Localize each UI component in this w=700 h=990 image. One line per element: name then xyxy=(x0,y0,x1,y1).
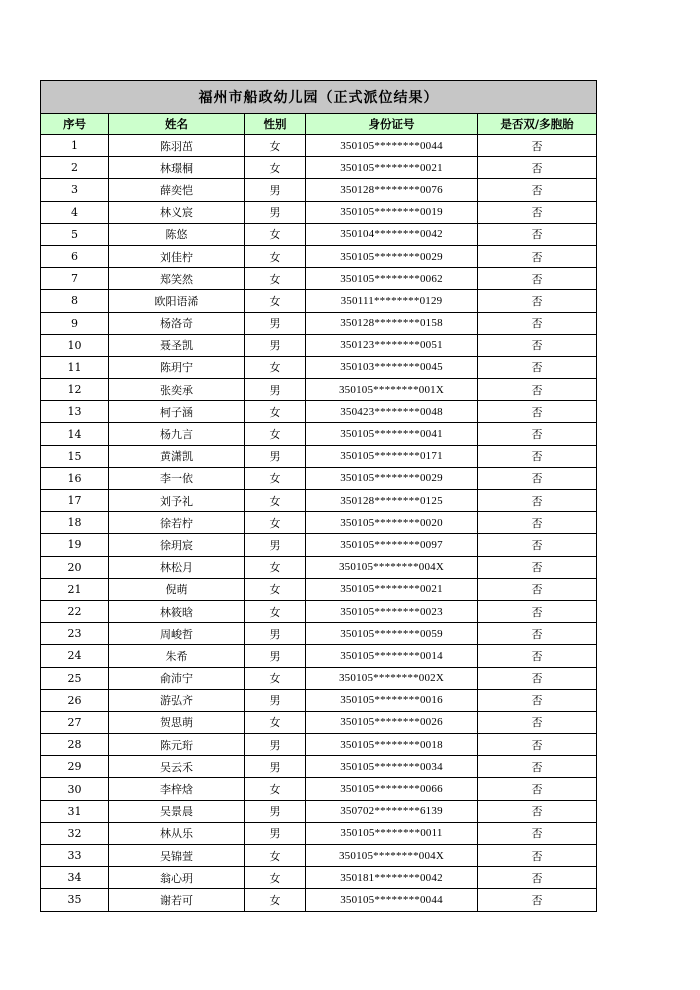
cell-name: 林从乐 xyxy=(109,822,245,844)
cell-name: 李一依 xyxy=(109,467,245,489)
cell-id-number: 350105********0041 xyxy=(306,423,478,445)
cell-gender: 女 xyxy=(245,423,306,445)
cell-twins: 否 xyxy=(478,667,597,689)
cell-gender: 女 xyxy=(245,157,306,179)
table-row xyxy=(41,623,597,645)
cell-id-number: 350103********0045 xyxy=(306,356,478,378)
cell-gender: 男 xyxy=(245,379,306,401)
cell-twins: 否 xyxy=(478,223,597,245)
cell-serial-number: 2 xyxy=(41,157,109,179)
cell-gender: 女 xyxy=(245,512,306,534)
cell-twins: 否 xyxy=(478,512,597,534)
cell-serial-number: 11 xyxy=(41,356,109,378)
cell-name: 倪萌 xyxy=(109,578,245,600)
cell-id-number: 350128********0158 xyxy=(306,312,478,334)
cell-serial-number: 30 xyxy=(41,778,109,800)
cell-name: 聂圣凯 xyxy=(109,334,245,356)
cell-gender: 女 xyxy=(245,490,306,512)
cell-twins: 否 xyxy=(478,179,597,201)
cell-gender: 男 xyxy=(245,623,306,645)
table-row xyxy=(41,845,597,867)
cell-serial-number: 4 xyxy=(41,201,109,223)
cell-id-number: 350105********0062 xyxy=(306,268,478,290)
cell-gender: 女 xyxy=(245,845,306,867)
table-row xyxy=(41,645,597,667)
cell-gender: 女 xyxy=(245,268,306,290)
table-row xyxy=(41,445,597,467)
cell-name: 林松月 xyxy=(109,556,245,578)
cell-gender: 女 xyxy=(245,135,306,157)
cell-twins: 否 xyxy=(478,245,597,267)
cell-name: 徐若柠 xyxy=(109,512,245,534)
cell-gender: 女 xyxy=(245,223,306,245)
cell-gender: 男 xyxy=(245,645,306,667)
cell-id-number: 350702********6139 xyxy=(306,800,478,822)
cell-name: 贺思萌 xyxy=(109,711,245,733)
cell-serial-number: 3 xyxy=(41,179,109,201)
cell-gender: 男 xyxy=(245,334,306,356)
cell-name: 欧阳语浠 xyxy=(109,290,245,312)
cell-serial-number: 9 xyxy=(41,312,109,334)
cell-gender: 男 xyxy=(245,800,306,822)
cell-gender: 女 xyxy=(245,778,306,800)
cell-id-number: 350128********0125 xyxy=(306,490,478,512)
table-row xyxy=(41,334,597,356)
cell-id-number: 350105********004X xyxy=(306,556,478,578)
cell-id-number: 350123********0051 xyxy=(306,334,478,356)
cell-serial-number: 24 xyxy=(41,645,109,667)
cell-id-number: 350105********0044 xyxy=(306,135,478,157)
cell-gender: 男 xyxy=(245,179,306,201)
table-row xyxy=(41,356,597,378)
cell-name: 李梓焓 xyxy=(109,778,245,800)
cell-id-number: 350105********0171 xyxy=(306,445,478,467)
cell-serial-number: 20 xyxy=(41,556,109,578)
cell-name: 谢若可 xyxy=(109,889,245,911)
cell-twins: 否 xyxy=(478,201,597,223)
cell-twins: 否 xyxy=(478,534,597,556)
cell-gender: 男 xyxy=(245,445,306,467)
cell-serial-number: 14 xyxy=(41,423,109,445)
cell-gender: 男 xyxy=(245,534,306,556)
cell-twins: 否 xyxy=(478,135,597,157)
cell-id-number: 350105********0034 xyxy=(306,756,478,778)
cell-id-number: 350105********0044 xyxy=(306,889,478,911)
cell-serial-number: 21 xyxy=(41,578,109,600)
header-id-number: 身份证号 xyxy=(306,114,478,135)
cell-id-number: 350105********0021 xyxy=(306,157,478,179)
cell-twins: 否 xyxy=(478,268,597,290)
cell-name: 吴锦萱 xyxy=(109,845,245,867)
cell-serial-number: 8 xyxy=(41,290,109,312)
cell-serial-number: 6 xyxy=(41,245,109,267)
cell-twins: 否 xyxy=(478,600,597,622)
cell-gender: 男 xyxy=(245,734,306,756)
cell-id-number: 350111********0129 xyxy=(306,290,478,312)
cell-name: 游弘齐 xyxy=(109,689,245,711)
cell-name: 徐玥宸 xyxy=(109,534,245,556)
cell-gender: 女 xyxy=(245,667,306,689)
cell-name: 郑笑然 xyxy=(109,268,245,290)
cell-id-number: 350423********0048 xyxy=(306,401,478,423)
cell-name: 林义宸 xyxy=(109,201,245,223)
cell-twins: 否 xyxy=(478,889,597,911)
cell-name: 刘予礼 xyxy=(109,490,245,512)
cell-name: 林筱晗 xyxy=(109,600,245,622)
cell-serial-number: 31 xyxy=(41,800,109,822)
table-row xyxy=(41,600,597,622)
cell-twins: 否 xyxy=(478,623,597,645)
cell-name: 黄潇凯 xyxy=(109,445,245,467)
table-row xyxy=(41,223,597,245)
table-row xyxy=(41,290,597,312)
cell-name: 杨洛奇 xyxy=(109,312,245,334)
table-row xyxy=(41,512,597,534)
cell-id-number: 350105********0016 xyxy=(306,689,478,711)
cell-serial-number: 25 xyxy=(41,667,109,689)
cell-id-number: 350105********0026 xyxy=(306,711,478,733)
cell-id-number: 350105********001X xyxy=(306,379,478,401)
table-title: 福州市船政幼儿园（正式派位结果） xyxy=(41,81,597,114)
cell-id-number: 350105********002X xyxy=(306,667,478,689)
cell-twins: 否 xyxy=(478,490,597,512)
cell-serial-number: 5 xyxy=(41,223,109,245)
cell-serial-number: 26 xyxy=(41,689,109,711)
table-row xyxy=(41,312,597,334)
cell-id-number: 350105********0023 xyxy=(306,600,478,622)
header-gender: 性别 xyxy=(245,114,306,135)
cell-twins: 否 xyxy=(478,556,597,578)
cell-twins: 否 xyxy=(478,356,597,378)
title-row xyxy=(41,81,597,114)
results-sheet xyxy=(40,80,596,912)
cell-id-number: 350105********0020 xyxy=(306,512,478,534)
header-row xyxy=(41,114,597,135)
cell-id-number: 350105********0011 xyxy=(306,822,478,844)
cell-serial-number: 18 xyxy=(41,512,109,534)
cell-serial-number: 35 xyxy=(41,889,109,911)
cell-name: 林璟桐 xyxy=(109,157,245,179)
table-row xyxy=(41,778,597,800)
cell-gender: 女 xyxy=(245,356,306,378)
table-row xyxy=(41,157,597,179)
table-row xyxy=(41,179,597,201)
cell-name: 陈羽茁 xyxy=(109,135,245,157)
cell-twins: 否 xyxy=(478,711,597,733)
cell-twins: 否 xyxy=(478,379,597,401)
header-name: 姓名 xyxy=(109,114,245,135)
cell-twins: 否 xyxy=(478,800,597,822)
header-serial-number: 序号 xyxy=(41,114,109,135)
table-body xyxy=(41,135,597,912)
cell-gender: 女 xyxy=(245,401,306,423)
cell-twins: 否 xyxy=(478,756,597,778)
table-row xyxy=(41,734,597,756)
table-row xyxy=(41,889,597,911)
table-row xyxy=(41,578,597,600)
cell-twins: 否 xyxy=(478,578,597,600)
cell-serial-number: 13 xyxy=(41,401,109,423)
cell-serial-number: 1 xyxy=(41,135,109,157)
cell-name: 柯子涵 xyxy=(109,401,245,423)
cell-name: 薛奕恺 xyxy=(109,179,245,201)
cell-id-number: 350105********0097 xyxy=(306,534,478,556)
cell-name: 陈元珩 xyxy=(109,734,245,756)
cell-serial-number: 33 xyxy=(41,845,109,867)
cell-serial-number: 10 xyxy=(41,334,109,356)
cell-id-number: 350105********0021 xyxy=(306,578,478,600)
cell-twins: 否 xyxy=(478,867,597,889)
cell-twins: 否 xyxy=(478,290,597,312)
cell-twins: 否 xyxy=(478,334,597,356)
cell-name: 吴云禾 xyxy=(109,756,245,778)
cell-name: 杨九言 xyxy=(109,423,245,445)
cell-gender: 男 xyxy=(245,312,306,334)
header-twins: 是否双/多胞胎 xyxy=(478,114,597,135)
cell-serial-number: 7 xyxy=(41,268,109,290)
table-row xyxy=(41,268,597,290)
cell-twins: 否 xyxy=(478,445,597,467)
cell-twins: 否 xyxy=(478,645,597,667)
cell-name: 翁心玥 xyxy=(109,867,245,889)
cell-id-number: 350105********0018 xyxy=(306,734,478,756)
cell-gender: 女 xyxy=(245,889,306,911)
table-row xyxy=(41,689,597,711)
cell-id-number: 350105********0029 xyxy=(306,245,478,267)
cell-serial-number: 12 xyxy=(41,379,109,401)
table-row xyxy=(41,556,597,578)
cell-id-number: 350105********0059 xyxy=(306,623,478,645)
cell-serial-number: 28 xyxy=(41,734,109,756)
cell-twins: 否 xyxy=(478,312,597,334)
table-row xyxy=(41,201,597,223)
cell-serial-number: 29 xyxy=(41,756,109,778)
table-row xyxy=(41,534,597,556)
cell-serial-number: 32 xyxy=(41,822,109,844)
cell-serial-number: 27 xyxy=(41,711,109,733)
table-row xyxy=(41,490,597,512)
cell-name: 周峻哲 xyxy=(109,623,245,645)
cell-name: 吴景晨 xyxy=(109,800,245,822)
cell-name: 刘佳柠 xyxy=(109,245,245,267)
cell-gender: 女 xyxy=(245,245,306,267)
cell-twins: 否 xyxy=(478,734,597,756)
cell-serial-number: 19 xyxy=(41,534,109,556)
cell-twins: 否 xyxy=(478,778,597,800)
cell-twins: 否 xyxy=(478,845,597,867)
cell-id-number: 350105********0029 xyxy=(306,467,478,489)
table-row xyxy=(41,467,597,489)
cell-serial-number: 15 xyxy=(41,445,109,467)
table-row xyxy=(41,135,597,157)
cell-gender: 女 xyxy=(245,600,306,622)
cell-gender: 女 xyxy=(245,467,306,489)
cell-twins: 否 xyxy=(478,157,597,179)
table-row xyxy=(41,756,597,778)
cell-gender: 女 xyxy=(245,290,306,312)
cell-serial-number: 23 xyxy=(41,623,109,645)
cell-serial-number: 17 xyxy=(41,490,109,512)
table-row xyxy=(41,867,597,889)
cell-serial-number: 16 xyxy=(41,467,109,489)
table-row xyxy=(41,667,597,689)
cell-id-number: 350105********004X xyxy=(306,845,478,867)
cell-serial-number: 34 xyxy=(41,867,109,889)
cell-name: 陈玥宁 xyxy=(109,356,245,378)
cell-name: 俞沛宁 xyxy=(109,667,245,689)
table-row xyxy=(41,245,597,267)
cell-id-number: 350128********0076 xyxy=(306,179,478,201)
cell-gender: 男 xyxy=(245,822,306,844)
cell-serial-number: 22 xyxy=(41,600,109,622)
cell-gender: 女 xyxy=(245,711,306,733)
cell-name: 陈悠 xyxy=(109,223,245,245)
cell-gender: 女 xyxy=(245,556,306,578)
table-row xyxy=(41,401,597,423)
cell-twins: 否 xyxy=(478,423,597,445)
cell-gender: 女 xyxy=(245,867,306,889)
table-row xyxy=(41,711,597,733)
cell-gender: 男 xyxy=(245,689,306,711)
cell-twins: 否 xyxy=(478,401,597,423)
placement-results-table xyxy=(40,80,597,912)
cell-id-number: 350104********0042 xyxy=(306,223,478,245)
cell-name: 朱希 xyxy=(109,645,245,667)
table-row xyxy=(41,423,597,445)
cell-gender: 男 xyxy=(245,756,306,778)
cell-id-number: 350105********0014 xyxy=(306,645,478,667)
cell-name: 张奕承 xyxy=(109,379,245,401)
table-row xyxy=(41,379,597,401)
cell-id-number: 350105********0066 xyxy=(306,778,478,800)
cell-twins: 否 xyxy=(478,467,597,489)
cell-twins: 否 xyxy=(478,689,597,711)
cell-id-number: 350181********0042 xyxy=(306,867,478,889)
cell-gender: 男 xyxy=(245,201,306,223)
cell-id-number: 350105********0019 xyxy=(306,201,478,223)
cell-twins: 否 xyxy=(478,822,597,844)
table-row xyxy=(41,800,597,822)
table-row xyxy=(41,822,597,844)
cell-gender: 女 xyxy=(245,578,306,600)
